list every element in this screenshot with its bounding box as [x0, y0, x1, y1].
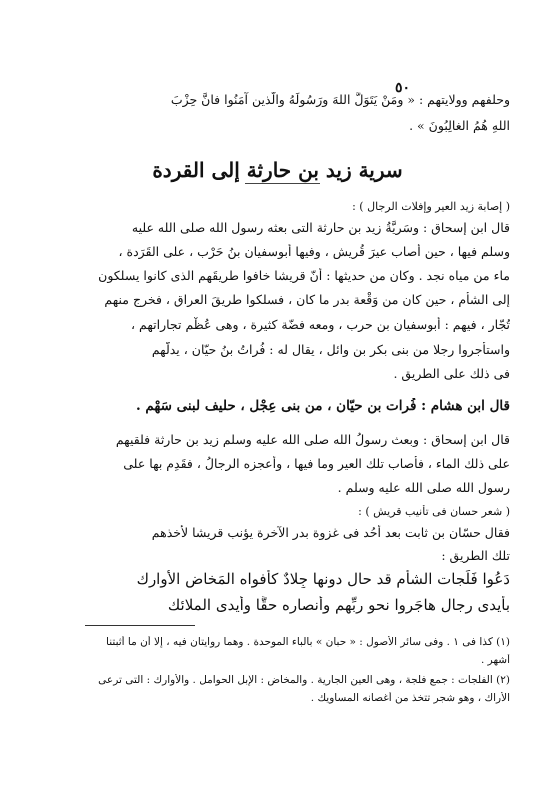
footnote-line: (٢) الفلجات : جمع فلجة ، وهى العين الجارية . والمخاض : الإبل الحوامل . والأوارك : التى ترعى: [98, 674, 510, 686]
paragraph-line: قال ابن إسحاق : وسَرِيَّةُ زيد بن حارثة التى بعثه رسول الله صلى الله عليه: [131, 220, 510, 235]
footnote-line: أشهر .: [480, 654, 510, 666]
page-number: ٥٠: [395, 80, 411, 96]
footnote-line: (١) كذا فى ١ . وفى سائر الأصول : « حبان » بالباء الموحدة . وهما روايتان فيه ، إلا أن ما أثبتنا: [106, 636, 510, 648]
title-underline: [245, 183, 320, 184]
footnote-line: الأراك ، وهو شجر تتخذ من أغصانه المساويك .: [310, 692, 510, 704]
subheading: ( إصابة زيد العير وإفلات الرجال ) :: [352, 200, 510, 213]
paragraph-line: تُجّار ، فيهم : أبوسفيان بن حرب ، ومعه فضّة كثيرة ، وهى عُظْم تجاراتهم ،: [131, 317, 510, 332]
verse-line-2: اللهِ هُمُ الغالِبُونَ » .: [409, 118, 510, 133]
poem-verse: بأيدى رجال هاجَروا نحو ربِّهم وأنصاره حقًّا وأيدى الملائك: [167, 596, 510, 614]
ibn-hisham-line: قال ابن هشام : فُرات بن حيّان ، من بنى عِجْل ، حليف لبنى سَهْم .: [135, 398, 510, 414]
paragraph-line: إلى الشأم ، حين كان من وَقْعة بدر ما كان ، فسلكوا طريقَ العراق ، فخرج منهم: [104, 292, 510, 307]
paragraph-line: على ذلك الماء ، فأصاب تلك العير وما فيها ، وأعجزه الرجالُ ، فقَدِم بها على: [123, 456, 510, 471]
section-title: سرية زيد بن حارثة إلى القردة: [152, 158, 403, 182]
paragraph-line: ماء من مياه نجد . وكان من حديثها : أنّ قريشا خافوا طريقَهم الذى كانوا يسلكون: [98, 268, 510, 283]
paragraph-line: وسلم فيها ، حين أصاب عيرَ قُريش ، وفيها أبوسفيان بنُ حَرْب ، على القَرَدة ،: [118, 244, 510, 259]
paragraph-line: واستأجروا رجلا من بنى بكر بن وائل ، يقال له : فُراتُ بنُ حيّان ، يدلُّهم: [151, 342, 510, 357]
paragraph-line: رسول الله صلى الله عليه وسلم .: [337, 480, 510, 495]
poem-intro-line: تلك الطريق :: [441, 548, 510, 563]
paragraph-line: فى ذلك على الطريق .: [393, 366, 510, 381]
poem-heading: ( شعر حسان فى تأنيب قريش ) :: [358, 505, 510, 518]
paragraph-line: قال ابن إسحاق : وبعث رسولُ الله صلى الله عليه وسلم زيد بن حارثة فلقيهم: [115, 432, 510, 447]
poem-intro-line: فقال حسّان بن ثابت بعد أُحُد فى غزوة بدر الآخرة يؤنب قريشا لأخذهم: [151, 525, 510, 540]
footnote-separator: [85, 625, 195, 626]
verse-line-1: وحلفهم وولايتهم : « ومَنْ يَتَوَلَّ اللهَ ورَسُولَهُ والَّذين آمَنُوا فانَّ حِزْبَ: [170, 92, 510, 107]
poem-verse: دَعُوا فَلَجات الشأم قد حال دونها جِلادٌ كأفواه المَخاض الأوارك: [136, 570, 510, 588]
